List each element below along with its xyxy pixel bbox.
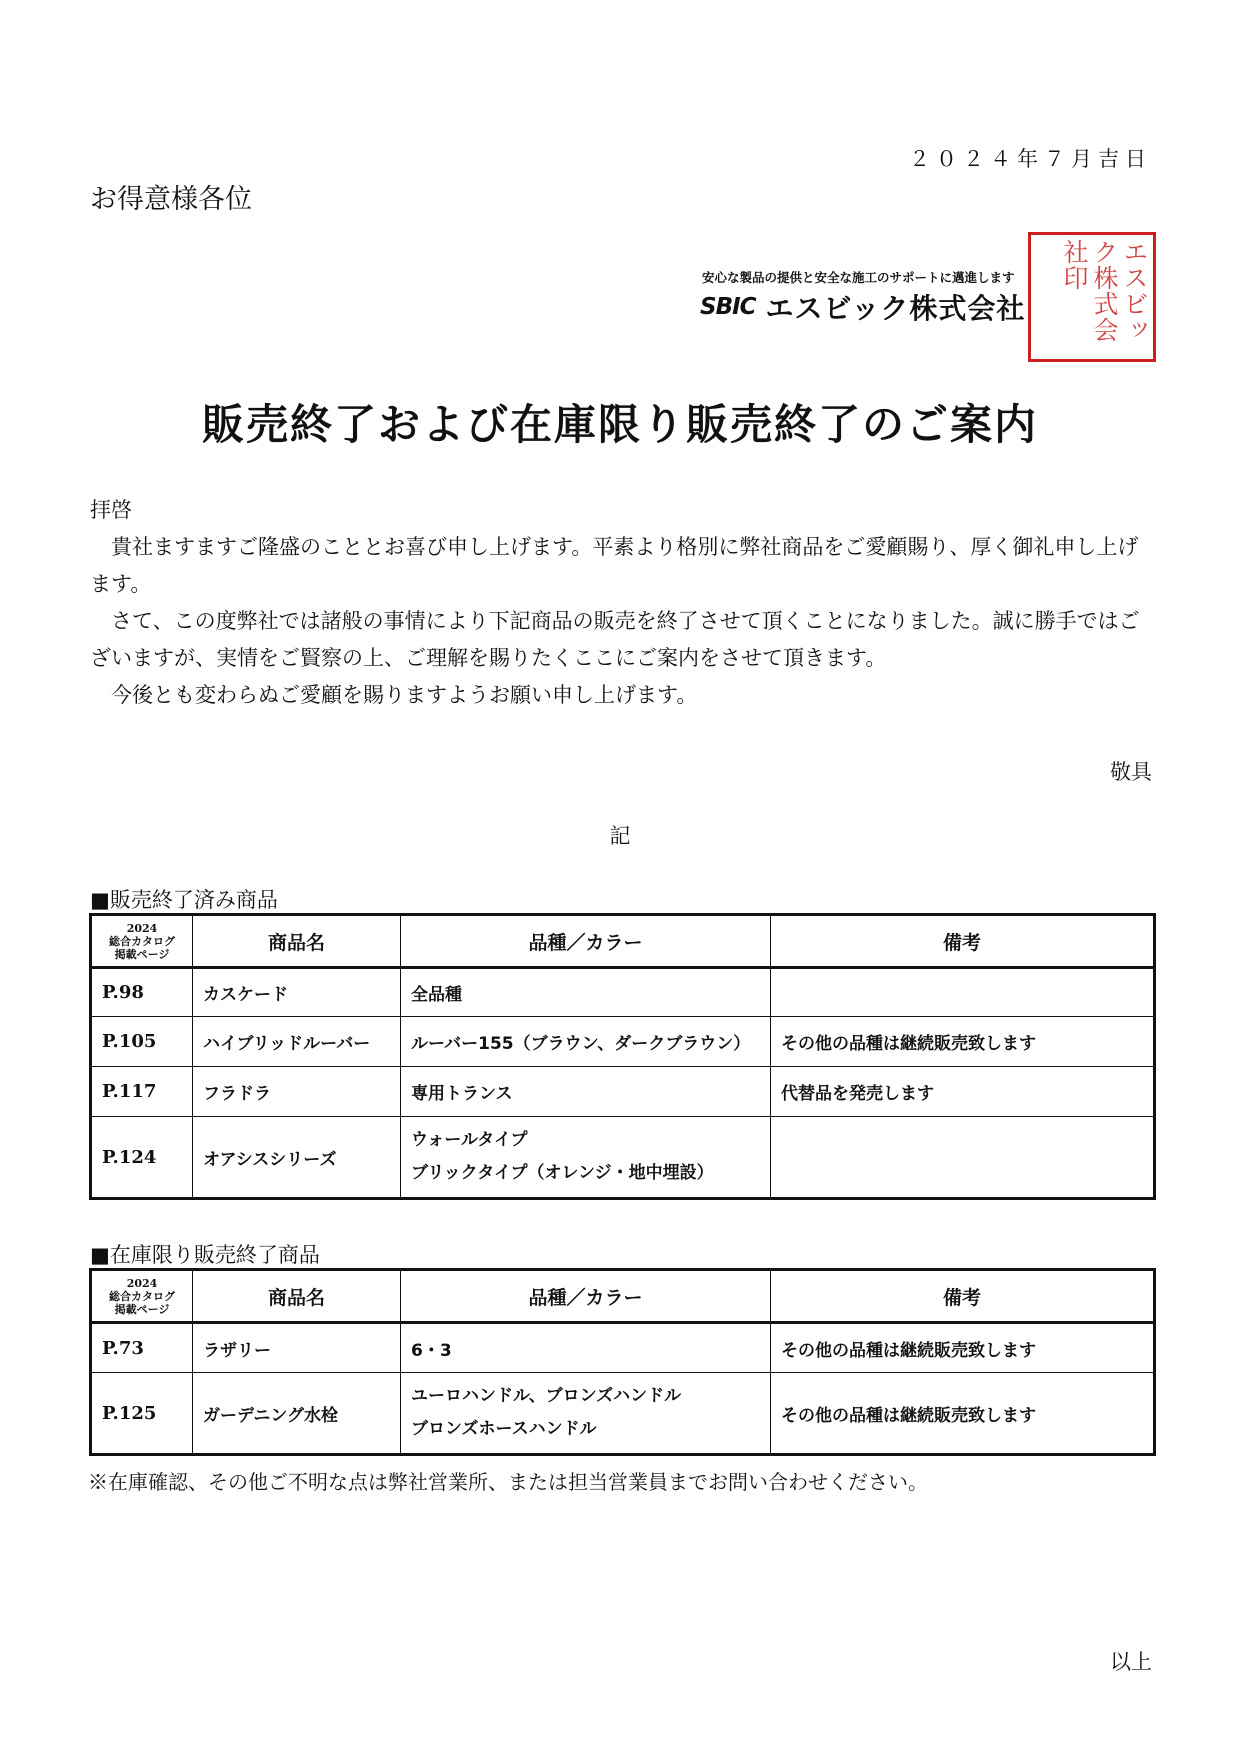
remarks: その他の品種は継続販売致します bbox=[771, 1373, 1155, 1455]
variety-line: 全品種 bbox=[411, 985, 462, 1005]
variety-line: 6・3 bbox=[411, 1340, 452, 1361]
section-title-stock-limited: ■在庫限り販売終了商品 bbox=[90, 1243, 320, 1267]
greeting: 拝啓 bbox=[90, 498, 132, 522]
variety-line: ブロンズホースハンドル bbox=[411, 1419, 597, 1439]
table-row bbox=[91, 1323, 1155, 1373]
catalog-page: P.117 bbox=[91, 1067, 193, 1117]
variety-color bbox=[401, 1323, 771, 1373]
table-row bbox=[91, 968, 1155, 1017]
table-row bbox=[91, 1017, 1155, 1067]
table-row bbox=[91, 1373, 1155, 1455]
header-remarks: 備考 bbox=[771, 1270, 1155, 1323]
product-name: ハイブリッドルーバー bbox=[193, 1017, 401, 1067]
variety-line: ルーバー155（ブラウン、ダークブラウン） bbox=[411, 1034, 751, 1054]
table-row bbox=[91, 1117, 1155, 1199]
paragraph-2: さて、この度弊社では諸般の事情により下記商品の販売を終了させて頂くことになりました。誠に勝手ではございますが、実情をご賢察の上、ご理解を賜りたくここにご案内をさせて頂きます。 bbox=[90, 609, 1140, 670]
inquiry-note: ※在庫確認、その他ご不明な点は弊社営業所、または担当営業員までお問い合わせください。 bbox=[88, 1470, 928, 1494]
variety-line: ウォールタイプ bbox=[411, 1130, 528, 1150]
header-page-line: 総合カタログ bbox=[109, 1289, 175, 1303]
variety-line: 専用トランス bbox=[411, 1084, 513, 1104]
header-remarks: 備考 bbox=[771, 915, 1155, 968]
header-page-line: 2024 bbox=[126, 921, 158, 935]
product-name: ガーデニング水栓 bbox=[193, 1373, 401, 1455]
ki-heading: 記 bbox=[609, 824, 631, 848]
variety-line: ブリックタイプ（オレンジ・地中埋設） bbox=[411, 1163, 714, 1183]
variety-line: ユーロハンドル、ブロンズハンドル bbox=[411, 1386, 682, 1406]
remarks bbox=[771, 1117, 1155, 1199]
header-page-line: 掲載ページ bbox=[114, 1302, 170, 1316]
header-page-line: 2024 bbox=[126, 1276, 158, 1290]
table-header-row bbox=[91, 915, 1155, 968]
variety-color bbox=[401, 1117, 771, 1199]
header-catalog-page bbox=[91, 915, 193, 968]
catalog-page: P.125 bbox=[91, 1373, 193, 1455]
header-variety-color: 品種／カラー bbox=[401, 1270, 771, 1323]
remarks: 代替品を発売します bbox=[771, 1067, 1155, 1117]
document-date: ２０２４年７月吉日 bbox=[909, 147, 1152, 171]
header-product-name: 商品名 bbox=[193, 915, 401, 968]
ending-remark: 以上 bbox=[1110, 1650, 1152, 1674]
product-name: フラドラ bbox=[193, 1067, 401, 1117]
product-name: オアシスシリーズ bbox=[193, 1117, 401, 1199]
logo-mark: SBIC bbox=[700, 294, 756, 320]
company-seal-stamp bbox=[1028, 232, 1156, 362]
closing-remark: 敬具 bbox=[1110, 760, 1152, 784]
header-variety-color: 品種／カラー bbox=[401, 915, 771, 968]
company-slogan: 安心な製品の提供と安全な施工のサポートに邁進します bbox=[702, 270, 1015, 285]
remarks: その他の品種は継続販売致します bbox=[771, 1323, 1155, 1373]
discontinued-table bbox=[89, 913, 1156, 1200]
stock-limited-table bbox=[89, 1268, 1156, 1456]
variety-color bbox=[401, 1067, 771, 1117]
paragraph-1: 貴社ますますご隆盛のこととお喜び申し上げます。平素より格別に弊社商品をご愛顧賜り、厚く御礼申し上げます。 bbox=[90, 535, 1139, 596]
catalog-page: P.124 bbox=[91, 1117, 193, 1199]
document-title: 販売終了および在庫限り販売終了のご案内 bbox=[201, 400, 1038, 449]
variety-color bbox=[401, 1373, 771, 1455]
catalog-page: P.105 bbox=[91, 1017, 193, 1067]
table-row bbox=[91, 1067, 1155, 1117]
header-page-line: 掲載ページ bbox=[114, 947, 170, 961]
header-page-line: 総合カタログ bbox=[109, 934, 175, 948]
paragraph-3: 今後とも変わらぬご愛顧を賜りますようお願い申し上げます。 bbox=[111, 683, 698, 707]
table-header-row bbox=[91, 1270, 1155, 1323]
section-title-discontinued: ■販売終了済み商品 bbox=[90, 888, 278, 912]
variety-color bbox=[401, 1017, 771, 1067]
company-logo bbox=[700, 287, 1025, 327]
remarks bbox=[771, 968, 1155, 1017]
company-name: エスビック株式会社 bbox=[765, 292, 1026, 325]
header-catalog-page bbox=[91, 1270, 193, 1323]
recipient: お得意様各位 bbox=[90, 184, 252, 215]
catalog-page: P.73 bbox=[91, 1323, 193, 1373]
remarks: その他の品種は継続販売致します bbox=[771, 1017, 1155, 1067]
variety-color bbox=[401, 968, 771, 1017]
catalog-page: P.98 bbox=[91, 968, 193, 1017]
product-name: ラザリー bbox=[193, 1323, 401, 1373]
header-product-name: 商品名 bbox=[193, 1270, 401, 1323]
seal-text: エスビック株式会社印 bbox=[1060, 239, 1149, 343]
product-name: カスケード bbox=[193, 968, 401, 1017]
letter-body bbox=[90, 492, 1152, 714]
